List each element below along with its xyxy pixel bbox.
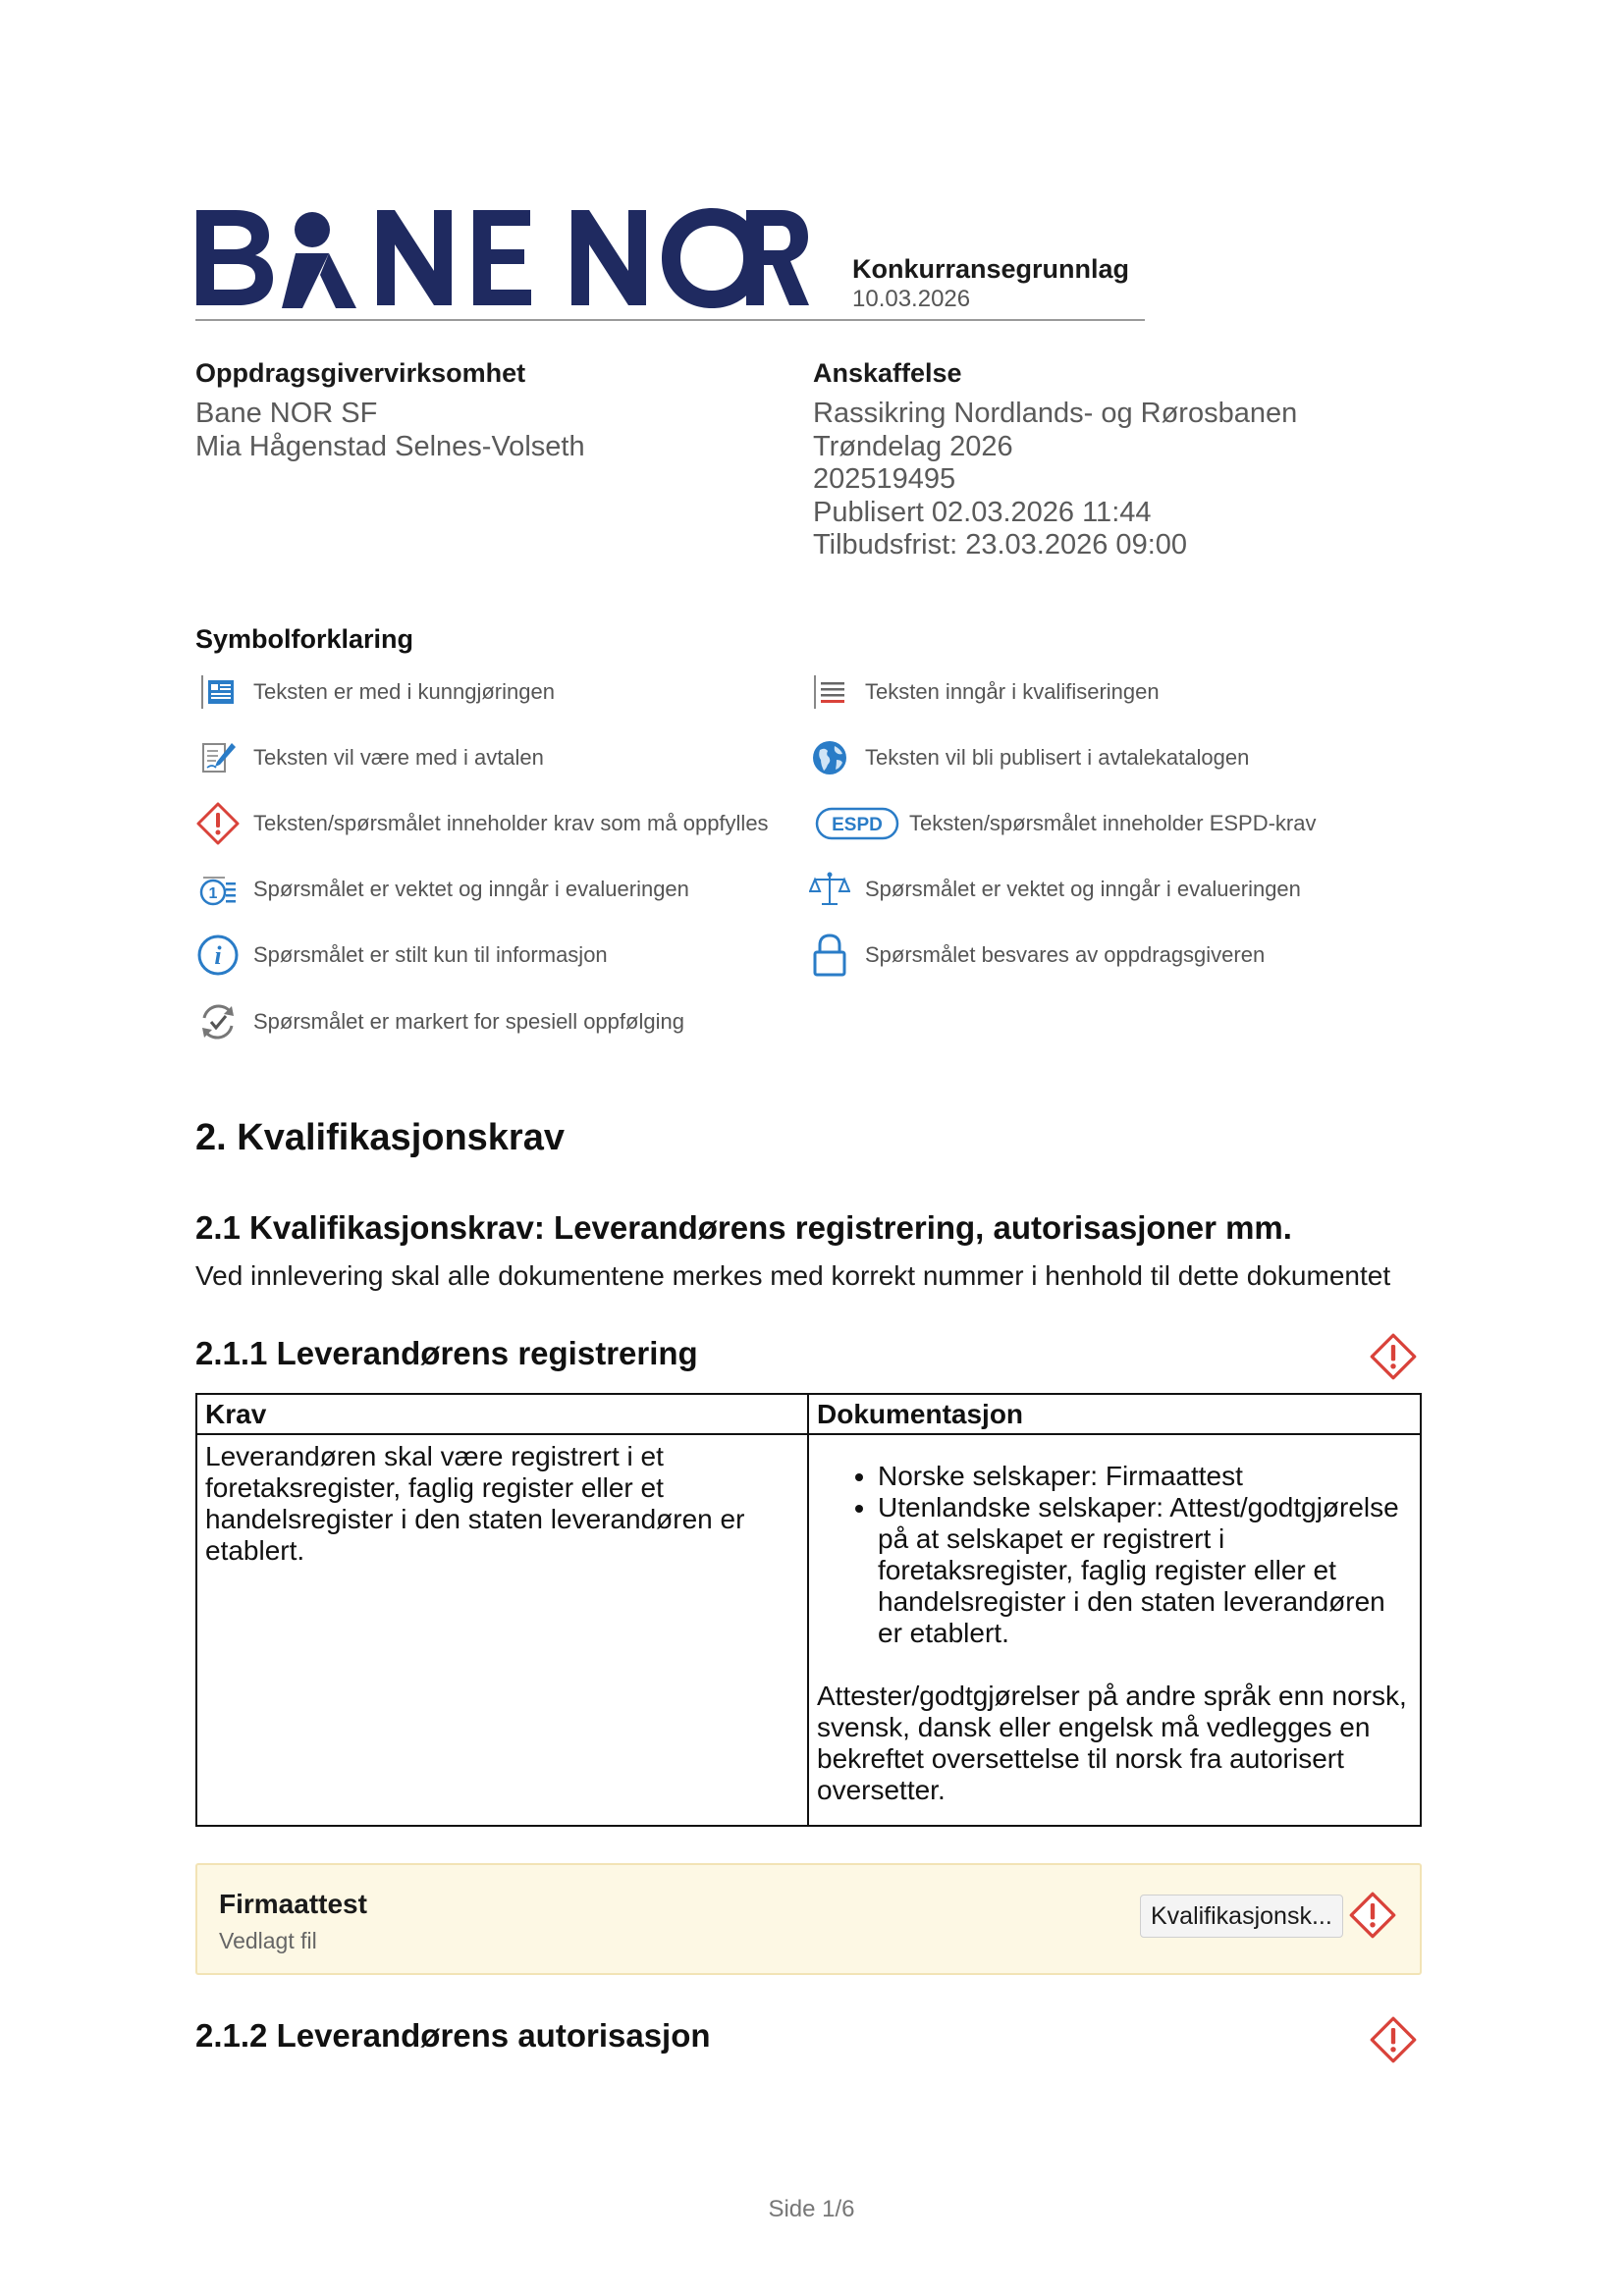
table-row — [196, 1434, 1421, 1826]
section-heading-2-1-2: 2.1.2 Leverandørens autorisasjon — [195, 2017, 711, 2054]
legend-text: Teksten inngår i kvalifiseringen — [865, 679, 1160, 704]
legend-item — [195, 932, 608, 979]
contract-edit-icon — [195, 735, 241, 780]
svg-text:i: i — [214, 941, 222, 970]
legend-item — [807, 932, 1265, 979]
procurement-line: 202519495 — [813, 463, 956, 495]
translation-note: Attester/godtgjørelser på andre språk enn norsk, svensk, dansk eller engelsk må vedlegges en bekreftet oversettelse til norsk fra autorisert oversetter. — [817, 1681, 1407, 1805]
procurement-heading: Anskaffelse — [813, 358, 962, 388]
column-header-krav: Krav — [196, 1394, 808, 1434]
client-heading: Oppdragsgivervirksomhet — [195, 358, 526, 388]
krav-cell — [196, 1434, 808, 1826]
procurement-line: Publisert 02.03.2026 11:44 — [813, 496, 1152, 528]
espd-icon — [815, 801, 899, 846]
legend-text: Spørsmålet besvares av oppdragsgiveren — [865, 942, 1266, 967]
attachment-title: Firmaattest — [219, 1889, 367, 1919]
legend-text: Spørsmålet er stilt kun til informasjon — [253, 942, 608, 967]
followup-icon — [195, 999, 241, 1044]
bane-nor-logo-r — [746, 210, 809, 312]
procurement-line: Tilbudsfrist: 23.03.2026 09:00 — [813, 529, 1188, 561]
client-block — [195, 358, 585, 463]
document-date: 10.03.2026 — [852, 286, 971, 312]
info-icon — [195, 933, 241, 978]
legend-text: Teksten/spørsmålet inneholder ESPD-krav — [909, 811, 1317, 835]
requirement-alert-icon — [195, 801, 241, 846]
krav-text: Leverandøren skal være registrert i et foretaksregister, faglig register eller et handelsregister i den staten leverandøren er etablert. — [205, 1441, 745, 1566]
requirement-table — [195, 1393, 1422, 1827]
document-type: Konkurransegrunnlag — [852, 254, 1130, 284]
list-item: • Norske selskaper: Firmaattest — [878, 1461, 1412, 1492]
legend-text: Spørsmålet er vektet og inngår i evalueringen — [865, 877, 1301, 901]
section-intro: Ved innlevering skal alle dokumentene merkes med korrekt nummer i henhold til dette dokumentet — [195, 1260, 1391, 1291]
column-header-dokumentasjon: Dokumentasjon — [808, 1394, 1421, 1434]
scales-icon — [807, 867, 852, 912]
requirement-alert-icon — [1369, 2015, 1418, 2064]
procurement-line: Trøndelag 2026 — [813, 430, 1013, 462]
lock-icon — [807, 933, 852, 978]
legend-item — [807, 734, 1249, 781]
dokumentasjon-cell — [808, 1434, 1421, 1826]
weighted-list-icon — [195, 867, 241, 912]
procurement-block — [813, 358, 1297, 562]
legend-item — [195, 998, 684, 1045]
bane-nor-logo — [194, 204, 808, 312]
legend-text: Teksten vil bli publisert i avtalekatalogen — [865, 745, 1250, 770]
attachment-card — [195, 1863, 1422, 1975]
procurement-line: Rassikring Nordlands- og Rørosbanen — [813, 398, 1298, 429]
legend-item — [195, 668, 555, 716]
legend-item — [195, 800, 769, 847]
documentation-list — [817, 1461, 1412, 1649]
svg-text:1: 1 — [208, 885, 218, 902]
legend-text: Teksten er med i kunngjøringen — [253, 679, 555, 704]
requirement-alert-icon — [1348, 1891, 1397, 1940]
announcement-icon — [195, 669, 241, 715]
section-heading-2: 2. Kvalifikasjonskrav — [195, 1117, 565, 1158]
section-heading-2-1: 2.1 Kvalifikasjonskrav: Leverandørens registrering, autorisasjoner mm. — [195, 1209, 1292, 1246]
legend-item — [195, 866, 689, 913]
table-header-row — [196, 1394, 1421, 1434]
attachment-subtitle: Vedlagt fil — [219, 1928, 317, 1953]
legend-item — [807, 866, 1301, 913]
legend-title: Symbolforklaring — [195, 624, 414, 654]
list-item: • Utenlandske selskaper: Attest/godtgjørelse på at selskapet er registrert i foretaksregister, faglig register eller et handelsregister i den staten leverandøren er etablert. — [878, 1492, 1412, 1649]
client-line: Mia Hågenstad Selnes-Volseth — [195, 430, 585, 462]
legend-item — [815, 800, 1317, 847]
qualification-tag-button[interactable]: Kvalifikasjonsk... — [1140, 1895, 1343, 1938]
section-heading-2-1-1: 2.1.1 Leverandørens registrering — [195, 1335, 698, 1371]
legend-text: Teksten/spørsmålet inneholder krav som må oppfylles — [253, 811, 769, 835]
legend-item — [195, 734, 544, 781]
legend-text: Spørsmålet er vektet og inngår i evalueringen — [253, 877, 689, 901]
legend-text: Spørsmålet er markert for spesiell oppfølging — [253, 1009, 684, 1034]
header-divider — [195, 319, 1145, 321]
globe-icon — [807, 735, 852, 780]
qualification-list-icon — [807, 669, 852, 715]
client-line: Bane NOR SF — [195, 398, 378, 429]
espd-badge-text: ESPD — [832, 815, 883, 835]
legend-item — [807, 668, 1160, 716]
page-number: Side 1/6 — [768, 2196, 855, 2222]
requirement-alert-icon — [1369, 1332, 1418, 1381]
legend-text: Teksten vil være med i avtalen — [253, 745, 544, 770]
